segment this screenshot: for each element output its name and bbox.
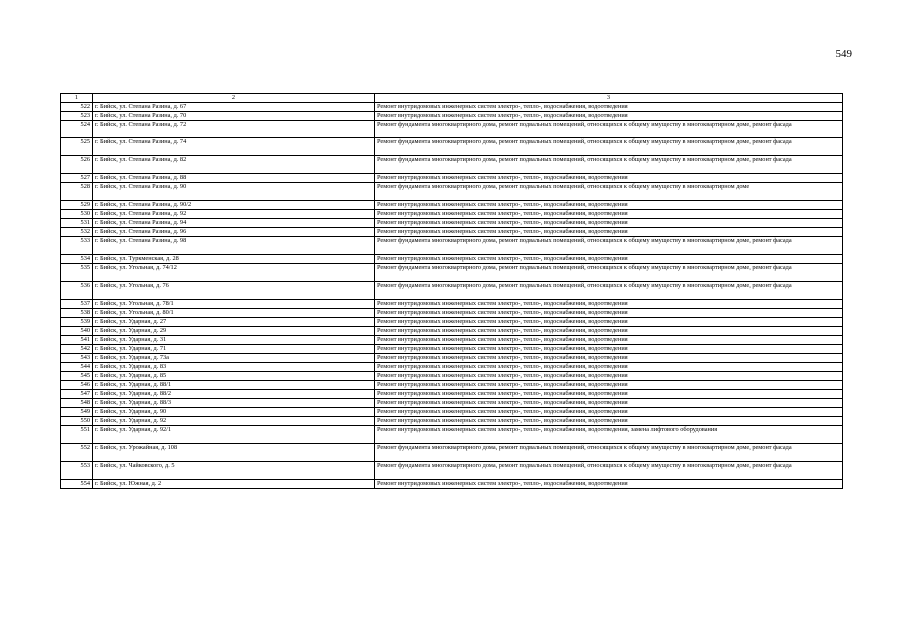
row-work-type: Ремонт внутридомовых инженерных систем электро-, тепло-, водоснабжения, водоотведения [375, 417, 843, 426]
row-address: г. Бийск, ул. Степана Разина, д. 74 [93, 138, 375, 156]
table-row [61, 103, 843, 112]
row-work-type: Ремонт внутридомовых инженерных систем электро-, тепло-, водоснабжения, водоотведения [375, 372, 843, 381]
table-row [61, 112, 843, 121]
table-row [61, 282, 843, 300]
row-number: 538 [61, 309, 93, 318]
row-number: 551 [61, 426, 93, 444]
row-number: 537 [61, 300, 93, 309]
table-row [61, 381, 843, 390]
row-work-type: Ремонт внутридомовых инженерных систем электро-, тепло-, водоснабжения, водоотведения [375, 354, 843, 363]
row-address: г. Бийск, ул. Ударная, д. 88/1 [93, 381, 375, 390]
row-address: г. Бийск, ул. Степана Разина, д. 72 [93, 121, 375, 138]
table-row [61, 201, 843, 210]
row-work-type: Ремонт внутридомовых инженерных систем электро-, тепло-, водоснабжения, водоотведения [375, 381, 843, 390]
row-work-type: Ремонт внутридомовых инженерных систем электро-, тепло-, водоснабжения, водоотведения [375, 174, 843, 183]
repair-registry-table [60, 93, 843, 489]
row-number: 554 [61, 480, 93, 489]
row-number: 533 [61, 237, 93, 255]
table-row [61, 417, 843, 426]
row-address: г. Бийск, ул. Ударная, д. 31 [93, 336, 375, 345]
row-work-type: Ремонт внутридомовых инженерных систем электро-, тепло-, водоснабжения, водоотведения [375, 336, 843, 345]
row-work-type: Ремонт фундамента многоквартирного дома, ремонт подвальных помещений, относящихся к общему имуществу в многоквартирном доме, ремонт фасада [375, 282, 843, 300]
row-address: г. Бийск, ул. Степана Разина, д. 96 [93, 228, 375, 237]
row-number: 530 [61, 210, 93, 219]
table-row [61, 183, 843, 201]
row-address: г. Бийск, ул. Урожайная, д. 108 [93, 444, 375, 462]
table-row [61, 255, 843, 264]
row-address: г. Бийск, ул. Ударная, д. 83 [93, 363, 375, 372]
row-number: 542 [61, 345, 93, 354]
table-row [61, 444, 843, 462]
table-row [61, 399, 843, 408]
row-work-type: Ремонт внутридомовых инженерных систем электро-, тепло-, водоснабжения, водоотведения [375, 408, 843, 417]
table-row [61, 372, 843, 381]
table-row [61, 138, 843, 156]
table-row [61, 336, 843, 345]
row-work-type: Ремонт фундамента многоквартирного дома, ремонт подвальных помещений, относящихся к общему имуществу в многоквартирном доме, ремонт фасада [375, 237, 843, 255]
row-work-type: Ремонт внутридомовых инженерных систем электро-, тепло-, водоснабжения, водоотведения [375, 399, 843, 408]
table-row [61, 121, 843, 138]
row-number: 541 [61, 336, 93, 345]
row-work-type: Ремонт внутридомовых инженерных систем электро-, тепло-, водоснабжения, водоотведения [375, 255, 843, 264]
row-number: 528 [61, 183, 93, 201]
row-work-type: Ремонт внутридомовых инженерных систем электро-, тепло-, водоснабжения, водоотведения [375, 345, 843, 354]
row-address: г. Бийск, ул. Угольная, д. 80/1 [93, 309, 375, 318]
row-address: г. Бийск, ул. Ударная, д. 88/3 [93, 399, 375, 408]
row-number: 522 [61, 103, 93, 112]
table-row [61, 408, 843, 417]
row-address: г. Бийск, ул. Степана Разина, д. 90 [93, 183, 375, 201]
row-work-type: Ремонт внутридомовых инженерных систем электро-, тепло-, водоснабжения, водоотведения [375, 103, 843, 112]
row-work-type: Ремонт фундамента многоквартирного дома, ремонт подвальных помещений, относящихся к общему имуществу в многоквартирном доме, ремонт фасада [375, 138, 843, 156]
row-work-type: Ремонт внутридомовых инженерных систем электро-, тепло-, водоснабжения, водоотведения [375, 219, 843, 228]
table-row [61, 300, 843, 309]
row-number: 524 [61, 121, 93, 138]
row-number: 527 [61, 174, 93, 183]
table-row [61, 318, 843, 327]
table-row [61, 462, 843, 480]
table-row [61, 156, 843, 174]
row-address: г. Бийск, ул. Ударная, д. 92/1 [93, 426, 375, 444]
row-address: г. Бийск, ул. Угольная, д. 74/12 [93, 264, 375, 282]
row-address: г. Бийск, ул. Степана Разина, д. 92 [93, 210, 375, 219]
column-header-work-type: 3 [375, 94, 843, 103]
row-number: 546 [61, 381, 93, 390]
row-work-type: Ремонт внутридомовых инженерных систем электро-, тепло-, водоснабжения, водоотведения [375, 318, 843, 327]
table-row [61, 426, 843, 444]
row-address: г. Бийск, ул. Ударная, д. 73а [93, 354, 375, 363]
row-number: 540 [61, 327, 93, 336]
row-number: 531 [61, 219, 93, 228]
row-address: г. Бийск, ул. Степана Разина, д. 67 [93, 103, 375, 112]
row-address: г. Бийск, ул. Степана Разина, д. 94 [93, 219, 375, 228]
row-number: 543 [61, 354, 93, 363]
table-row [61, 210, 843, 219]
table-row [61, 354, 843, 363]
row-number: 550 [61, 417, 93, 426]
row-number: 553 [61, 462, 93, 480]
row-number: 526 [61, 156, 93, 174]
table-row [61, 480, 843, 489]
row-number: 535 [61, 264, 93, 282]
row-number: 532 [61, 228, 93, 237]
row-number: 525 [61, 138, 93, 156]
column-header-address: 2 [93, 94, 375, 103]
row-address: г. Бийск, ул. Ударная, д. 85 [93, 372, 375, 381]
table-row [61, 237, 843, 255]
row-address: г. Бийск, ул. Ударная, д. 29 [93, 327, 375, 336]
row-address: г. Бийск, ул. Степана Разина, д. 88 [93, 174, 375, 183]
table-row [61, 345, 843, 354]
row-work-type: Ремонт внутридомовых инженерных систем электро-, тепло-, водоснабжения, водоотведения [375, 112, 843, 121]
row-address: г. Бийск, ул. Угольная, д. 78/1 [93, 300, 375, 309]
row-work-type: Ремонт внутридомовых инженерных систем электро-, тепло-, водоснабжения, водоотведения, замена лифтового оборудования [375, 426, 843, 444]
row-work-type: Ремонт внутридомовых инженерных систем электро-, тепло-, водоснабжения, водоотведения [375, 390, 843, 399]
row-number: 536 [61, 282, 93, 300]
table-row [61, 228, 843, 237]
row-number: 552 [61, 444, 93, 462]
row-work-type: Ремонт фундамента многоквартирного дома, ремонт подвальных помещений, относящихся к общему имуществу в многоквартирном доме, ремонт фасада [375, 121, 843, 138]
table-row [61, 327, 843, 336]
row-work-type: Ремонт фундамента многоквартирного дома, ремонт подвальных помещений, относящихся к общему имуществу в многоквартирном доме, ремонт фасада [375, 462, 843, 480]
row-address: г. Бийск, ул. Ударная, д. 90 [93, 408, 375, 417]
row-address: г. Бийск, ул. Угольная, д. 76 [93, 282, 375, 300]
row-address: г. Бийск, ул. Ударная, д. 71 [93, 345, 375, 354]
row-work-type: Ремонт фундамента многоквартирного дома, ремонт подвальных помещений, относящихся к общему имуществу в многоквартирном доме, ремонт фасада [375, 444, 843, 462]
row-work-type: Ремонт внутридомовых инженерных систем электро-, тепло-, водоснабжения, водоотведения [375, 309, 843, 318]
row-work-type: Ремонт внутридомовых инженерных систем электро-, тепло-, водоснабжения, водоотведения [375, 480, 843, 489]
row-address: г. Бийск, ул. Ударная, д. 88/2 [93, 390, 375, 399]
row-address: г. Бийск, ул. Чайковского, д. 5 [93, 462, 375, 480]
row-address: г. Бийск, ул. Степана Разина, д. 98 [93, 237, 375, 255]
row-number: 529 [61, 201, 93, 210]
row-work-type: Ремонт фундамента многоквартирного дома, ремонт подвальных помещений, относящихся к общему имуществу в многоквартирном доме [375, 183, 843, 201]
row-address: г. Бийск, ул. Степана Разина, д. 90/2 [93, 201, 375, 210]
row-number: 548 [61, 399, 93, 408]
row-number: 549 [61, 408, 93, 417]
row-address: г. Бийск, ул. Степана Разина, д. 82 [93, 156, 375, 174]
row-number: 539 [61, 318, 93, 327]
table-row [61, 264, 843, 282]
row-number: 534 [61, 255, 93, 264]
page-number: 549 [835, 48, 852, 60]
row-work-type: Ремонт внутридомовых инженерных систем электро-, тепло-, водоснабжения, водоотведения [375, 228, 843, 237]
row-work-type: Ремонт фундамента многоквартирного дома, ремонт подвальных помещений, относящихся к общему имуществу в многоквартирном доме, ремонт фасада [375, 156, 843, 174]
table-row [61, 174, 843, 183]
table-row [61, 390, 843, 399]
row-work-type: Ремонт внутридомовых инженерных систем электро-, тепло-, водоснабжения, водоотведения [375, 300, 843, 309]
row-work-type: Ремонт внутридомовых инженерных систем электро-, тепло-, водоснабжения, водоотведения [375, 201, 843, 210]
row-address: г. Бийск, ул. Туркменская, д. 28 [93, 255, 375, 264]
row-number: 544 [61, 363, 93, 372]
row-work-type: Ремонт фундамента многоквартирного дома, ремонт подвальных помещений, относящихся к общему имуществу в многоквартирном доме, ремонт фасада [375, 264, 843, 282]
row-number: 545 [61, 372, 93, 381]
row-address: г. Бийск, ул. Ударная, д. 27 [93, 318, 375, 327]
table-row [61, 309, 843, 318]
table-row [61, 219, 843, 228]
table-row [61, 363, 843, 372]
row-address: г. Бийск, ул. Южная, д. 2 [93, 480, 375, 489]
row-address: г. Бийск, ул. Ударная, д. 92 [93, 417, 375, 426]
column-header-number: 1 [61, 94, 93, 103]
row-work-type: Ремонт внутридомовых инженерных систем электро-, тепло-, водоснабжения, водоотведения [375, 327, 843, 336]
row-number: 547 [61, 390, 93, 399]
row-work-type: Ремонт внутридомовых инженерных систем электро-, тепло-, водоснабжения, водоотведения [375, 210, 843, 219]
table-header-row [61, 94, 843, 103]
row-number: 523 [61, 112, 93, 121]
row-work-type: Ремонт внутридомовых инженерных систем электро-, тепло-, водоснабжения, водоотведения [375, 363, 843, 372]
row-address: г. Бийск, ул. Степана Разина, д. 70 [93, 112, 375, 121]
